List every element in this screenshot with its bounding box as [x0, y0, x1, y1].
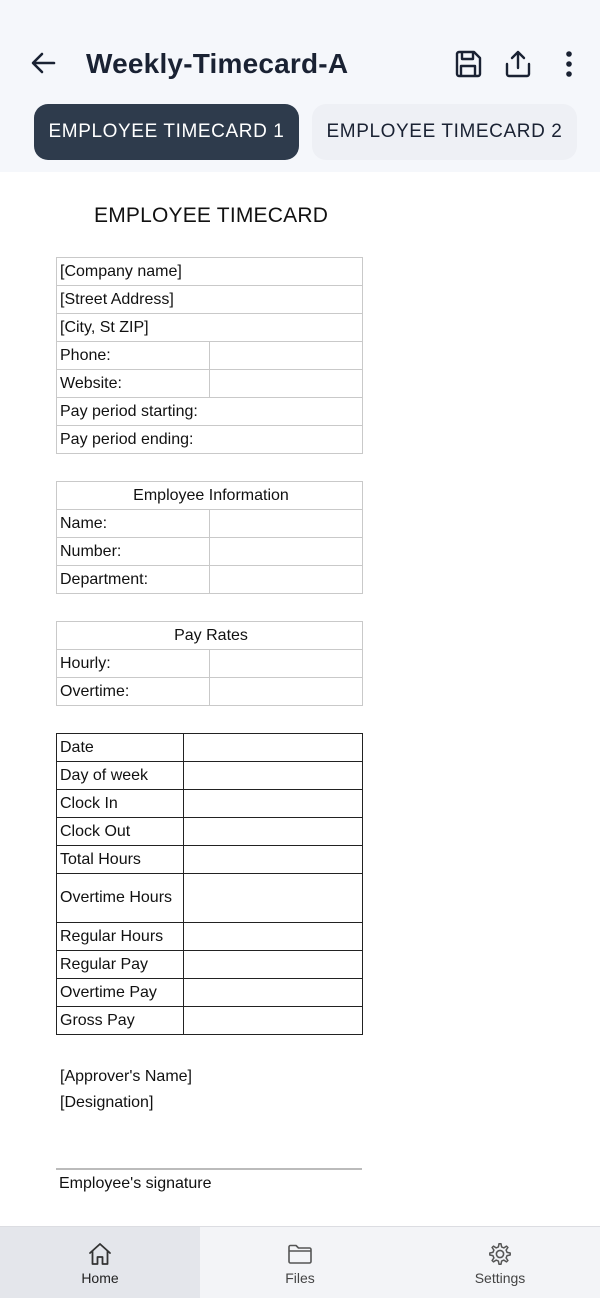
day-of-week-label: Day of week [57, 762, 184, 790]
save-icon [453, 49, 483, 79]
date-cell[interactable] [184, 734, 363, 762]
employee-info-header: Employee Information [57, 482, 363, 510]
time-entry-table [56, 733, 363, 1035]
regular-hours-label: Regular Hours [57, 923, 184, 951]
hourly-label: Hourly: [57, 650, 210, 678]
pay-period-starting-cell[interactable]: Pay period starting: [57, 398, 363, 426]
clock-in-label: Clock In [57, 790, 184, 818]
employee-number-cell[interactable] [210, 538, 363, 566]
pay-rates-table [56, 621, 363, 706]
regular-hours-cell[interactable] [184, 923, 363, 951]
regular-pay-label: Regular Pay [57, 951, 184, 979]
clock-out-label: Clock Out [57, 818, 184, 846]
nav-home-label: Home [81, 1269, 119, 1286]
document-title: Weekly-Timecard-A [86, 48, 349, 79]
nav-files-label: Files [285, 1269, 315, 1286]
more-vertical-icon [564, 49, 574, 79]
department-label: Department: [57, 566, 210, 594]
overtime-pay-cell[interactable] [184, 979, 363, 1007]
phone-label: Phone: [57, 342, 210, 370]
gross-pay-cell[interactable] [184, 1007, 363, 1035]
employee-name-label: Name: [57, 510, 210, 538]
tab-employee-timecard-2[interactable]: EMPLOYEE TIMECARD 2 [312, 104, 577, 160]
nav-settings-label: Settings [474, 1269, 526, 1286]
day-of-week-cell[interactable] [184, 762, 363, 790]
website-label: Website: [57, 370, 210, 398]
gross-pay-label: Gross Pay [57, 1007, 184, 1035]
folder-icon [286, 1240, 314, 1268]
department-cell[interactable] [210, 566, 363, 594]
employee-name-cell[interactable] [210, 510, 363, 538]
overtime-label: Overtime: [57, 678, 210, 706]
tab-employee-timecard-1[interactable]: EMPLOYEE TIMECARD 1 [34, 104, 299, 160]
overtime-pay-label: Overtime Pay [57, 979, 184, 1007]
company-table [56, 257, 363, 454]
regular-pay-cell[interactable] [184, 951, 363, 979]
signature-line [56, 1168, 362, 1170]
more-options-button[interactable] [549, 44, 589, 84]
nav-files[interactable] [200, 1227, 400, 1298]
company-name-cell[interactable]: [Company name] [57, 258, 363, 286]
clock-in-cell[interactable] [184, 790, 363, 818]
phone-value-cell[interactable] [210, 342, 363, 370]
date-label: Date [57, 734, 184, 762]
share-button[interactable] [498, 44, 538, 84]
overtime-hours-cell[interactable] [184, 874, 363, 923]
employee-number-label: Number: [57, 538, 210, 566]
designation[interactable]: [Designation] [60, 1094, 154, 1111]
city-cell[interactable]: [City, St ZIP] [57, 314, 363, 342]
home-icon [86, 1240, 114, 1268]
overtime-hours-label: Overtime Hours [57, 874, 184, 923]
street-address-cell[interactable]: [Street Address] [57, 286, 363, 314]
employee-info-table [56, 481, 363, 594]
approver-name[interactable]: [Approver's Name] [60, 1068, 192, 1085]
timecard-document [0, 172, 600, 1226]
pay-rates-header: Pay Rates [57, 622, 363, 650]
hourly-rate-cell[interactable] [210, 650, 363, 678]
clock-out-cell[interactable] [184, 818, 363, 846]
back-button[interactable] [26, 46, 60, 80]
bottom-navigation [0, 1226, 600, 1298]
total-hours-label: Total Hours [57, 846, 184, 874]
website-value-cell[interactable] [210, 370, 363, 398]
app-bar [0, 0, 600, 172]
employee-signature-label: Employee's signature [59, 1175, 212, 1192]
pay-period-ending-cell[interactable]: Pay period ending: [57, 426, 363, 454]
save-button[interactable] [448, 44, 488, 84]
timecard-title: EMPLOYEE TIMECARD [94, 204, 329, 227]
nav-settings[interactable] [400, 1227, 600, 1298]
share-icon [503, 49, 533, 79]
overtime-rate-cell[interactable] [210, 678, 363, 706]
arrow-left-icon [29, 49, 57, 77]
total-hours-cell[interactable] [184, 846, 363, 874]
gear-icon [486, 1240, 514, 1268]
nav-home[interactable] [0, 1227, 200, 1298]
